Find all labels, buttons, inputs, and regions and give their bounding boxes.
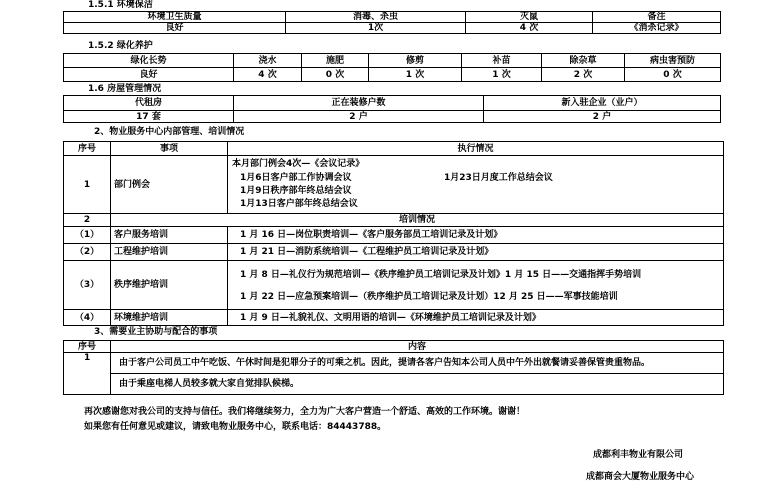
value-cell: 《消杀记录》	[593, 23, 721, 34]
header-cell: 序号	[64, 341, 111, 353]
meeting-line: 1月13日客户部年终总结会议	[240, 198, 358, 209]
cleaning-table	[63, 11, 721, 34]
item-cell: 环境维护培训	[111, 310, 228, 326]
header-cell: 施肥	[302, 54, 369, 68]
header-cell: 环境卫生质量	[64, 12, 286, 23]
header-cell: 事项	[111, 142, 228, 156]
signature-company: 成都利丰物业有限公司	[593, 450, 684, 460]
training-line: 1 月 8 日—礼仪行为规范培训—《秩序维护员工培训记录及计划》1 月 15 日——交通指挥手势培训	[240, 269, 642, 280]
closing-contact: 如果您有任何意见或建议，请致电物业服务中心，联系电话：84443788。	[84, 422, 387, 432]
internal-table	[63, 141, 724, 326]
section-title-cooperation: 3、需要业主协助与配合的事项	[94, 327, 218, 337]
training-detail: 1 月 9 日—礼貌礼仪、文明用语的培训—《环境维护员工培训记录及计划》	[228, 310, 724, 326]
training-detail: 1 月 16 日—岗位职责培训—《客户服务部员工培训记录及计划》	[228, 227, 724, 244]
section-title-internal: 2、物业服务中心内部管理、培训情况	[94, 127, 245, 137]
value-cell: 0 次	[302, 68, 369, 82]
value-cell: 良好	[64, 68, 234, 82]
value-cell: 4 次	[466, 23, 593, 34]
training-detail: 1 月 21 日—消防系统培训—《工程维护员工培训记录及计划》	[228, 244, 724, 261]
value-cell: 4 次	[234, 68, 302, 82]
value-cell: 2 户	[234, 111, 484, 123]
signature-service-center: 成都商会大厦物业服务中心	[586, 472, 695, 482]
header-cell: 绿化长势	[64, 54, 234, 68]
cooperation-table	[63, 340, 724, 395]
row-number: （4）	[64, 310, 111, 326]
value-cell: 1 次	[462, 68, 542, 82]
value-cell: 17 套	[64, 111, 234, 123]
meeting-line: 1月23日月度工作总结会议	[444, 172, 553, 183]
header-cell: 执行情况	[228, 142, 724, 156]
value-cell: 1 次	[369, 68, 462, 82]
training-title: 培训情况	[111, 214, 724, 227]
header-cell: 修剪	[369, 54, 462, 68]
section-title-cleaning: 1.5.1 环境保洁	[88, 0, 153, 10]
meeting-details	[228, 156, 724, 214]
header-cell: 代租房	[64, 96, 234, 111]
header-cell: 备注	[593, 12, 721, 23]
greening-table	[63, 53, 721, 82]
header-cell: 补苗	[462, 54, 542, 68]
value-cell: 2 次	[542, 68, 625, 82]
value-cell: 2 户	[484, 111, 721, 123]
value-cell: 良好	[64, 23, 286, 34]
header-cell: 新入驻企业（业户）	[484, 96, 721, 111]
row-number: （3）	[64, 261, 111, 310]
header-cell: 灭鼠	[466, 12, 593, 23]
section-title-housing: 1.6 房屋管理情况	[88, 84, 162, 94]
item-cell: 秩序维护培训	[111, 261, 228, 310]
cooperation-item: 由于乘座电梯人员较多就大家自觉排队候梯。	[111, 374, 724, 395]
header-cell: 内容	[111, 341, 724, 353]
meeting-line: 本月部门例会4次—《会议记录》	[232, 158, 365, 169]
header-cell: 序号	[64, 142, 111, 156]
row-number: 1	[64, 353, 111, 395]
row-number: 2	[64, 214, 111, 227]
meeting-line: 1月6日客户部工作协调会议	[240, 172, 352, 183]
item-cell: 部门例会	[111, 156, 228, 214]
header-cell: 浇水	[234, 54, 302, 68]
closing-thanks: 再次感谢您对我公司的支持与信任。我们将继续努力，全力为广大客户营造一个舒适、高效的工作环境。谢谢！	[84, 407, 526, 417]
row-number: （1）	[64, 227, 111, 244]
row-number: （2）	[64, 244, 111, 261]
training-detail	[228, 261, 724, 310]
item-cell: 客户服务培训	[111, 227, 228, 244]
header-cell: 消毒、杀虫	[286, 12, 466, 23]
section-title-greening: 1.5.2 绿化养护	[88, 41, 153, 51]
training-line: 1 月 22 日—应急预案培训—（秩序维护员工培训记录及计划）12 月 25 日——军事技能培训	[240, 291, 618, 302]
header-cell: 正在装修户数	[234, 96, 484, 111]
housing-table	[63, 95, 721, 123]
item-cell: 工程维护培训	[111, 244, 228, 261]
header-cell: 病虫害预防	[625, 54, 721, 68]
value-cell: 0 次	[625, 68, 721, 82]
header-cell: 除杂草	[542, 54, 625, 68]
row-number: 1	[64, 156, 111, 214]
value-cell: 1次	[286, 23, 466, 34]
meeting-line: 1月9日秩序部年终总结会议	[240, 185, 352, 196]
cooperation-item: 由于客户公司员工中午吃饭、午休时间是犯罪分子的可乘之机。因此，提请各客户告知本公司人员中午外出就餐请妥善保管贵重物品。	[111, 353, 724, 374]
